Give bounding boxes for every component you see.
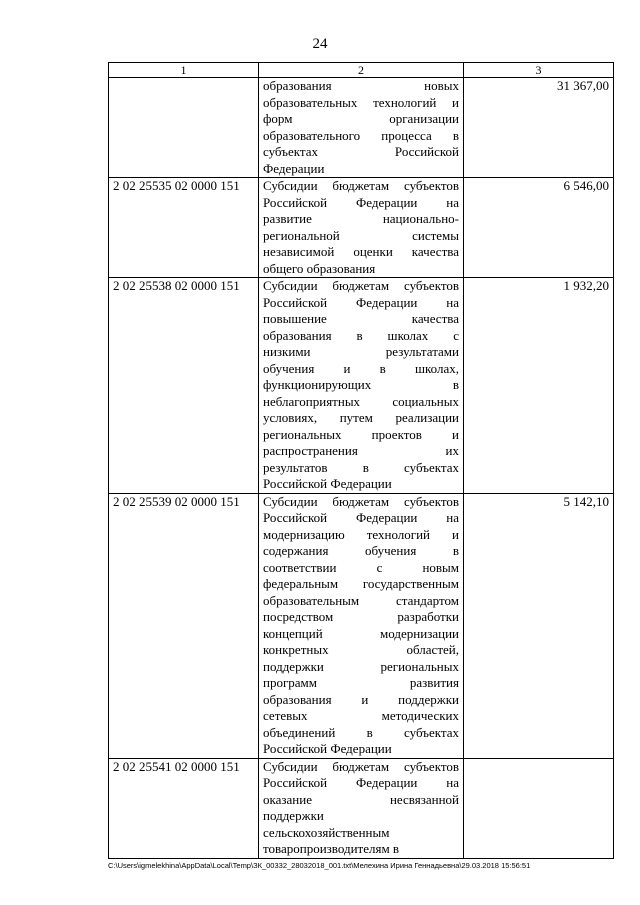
description-line: региональных проектов и	[263, 426, 459, 442]
table-row	[109, 78, 614, 178]
description-line: форм организации	[263, 111, 459, 126]
description-line: товаропроизводителям в	[263, 841, 400, 856]
description-line: Субсидии бюджетам субъектов	[263, 178, 459, 193]
table-row	[109, 178, 614, 278]
table-row	[109, 493, 614, 758]
description-line: независимой оценки качества	[263, 244, 459, 259]
table-row	[109, 758, 614, 858]
table-header-row	[109, 63, 614, 78]
description-line: сетевых методических	[263, 708, 459, 723]
description-cell	[259, 758, 464, 858]
description-line: оказание несвязанной	[263, 791, 459, 807]
description-line: объединений в субъектах	[263, 724, 459, 740]
amount-cell: 5 142,10	[464, 493, 614, 758]
description-line: образовательным стандартом	[263, 592, 459, 608]
column-header-1: 1	[109, 63, 259, 78]
description-line: развитие национально-	[263, 211, 459, 226]
description-line: модернизацию технологий и	[263, 526, 459, 542]
description-line: сельскохозяйственным	[263, 824, 390, 840]
description-line: функционирующих в	[263, 377, 459, 392]
description-line: образования в школах с	[263, 327, 459, 343]
amount-cell: 1 932,20	[464, 278, 614, 494]
description-line: распространения их	[263, 443, 459, 458]
column-header-2: 2	[259, 63, 464, 78]
amount-cell: 31 367,00	[464, 78, 614, 178]
budget-code-cell: 2 02 25538 02 0000 151	[109, 278, 259, 494]
description-line: низкими результатами	[263, 344, 459, 359]
description-line: конкретных областей,	[263, 642, 459, 657]
description-line: Федерации	[263, 160, 325, 176]
description-line: обучения и в школах,	[263, 360, 459, 376]
description-line: концепций модернизации	[263, 625, 459, 641]
description-line: образовательного процесса в	[263, 127, 459, 143]
description-line: Российской Федерации на	[263, 294, 459, 310]
description-line: региональной системы	[263, 227, 459, 243]
budget-code-cell	[109, 78, 259, 178]
description-line: условиях, путем реализации	[263, 410, 459, 425]
description-line: Российской Федерации	[263, 741, 392, 756]
description-line: Российской Федерации на	[263, 775, 459, 790]
description-line: Российской Федерации на	[263, 194, 459, 210]
description-line: образования и поддержки	[263, 691, 459, 707]
budget-code-cell: 2 02 25541 02 0000 151	[109, 758, 259, 858]
table-row	[109, 278, 614, 494]
footer-file-path: C:\Users\igmelekhina\AppData\Local\Temp\ЗК_00332_28032018_001.txt\Мелехина Ирина Геннадьевна\29.03.2018 15:56:51	[108, 861, 531, 870]
description-line: образования новых	[263, 78, 459, 93]
description-line: общего образования	[263, 260, 376, 276]
description-line: Субсидии бюджетам субъектов	[263, 493, 459, 509]
description-line: результатов в субъектах	[263, 459, 459, 475]
amount-cell	[464, 758, 614, 858]
description-cell	[259, 278, 464, 494]
description-cell	[259, 78, 464, 178]
description-cell	[259, 493, 464, 758]
description-line: субъектах Российской	[263, 144, 459, 159]
description-line: посредством разработки	[263, 609, 459, 624]
budget-table	[108, 62, 614, 859]
description-line: Российской Федерации на	[263, 510, 459, 525]
description-line: программ развития	[263, 675, 459, 690]
description-line: неблагоприятных социальных	[263, 393, 459, 409]
description-line: поддержки	[263, 808, 324, 823]
page-number: 24	[312, 36, 328, 52]
amount-cell: 6 546,00	[464, 178, 614, 278]
description-cell	[259, 178, 464, 278]
description-line: поддержки региональных	[263, 658, 459, 674]
description-line: Российской Федерации	[263, 476, 392, 491]
description-line: образовательных технологий и	[263, 94, 459, 110]
description-line: федеральным государственным	[263, 576, 459, 591]
description-line: содержания обучения в	[263, 543, 459, 558]
budget-code-cell: 2 02 25539 02 0000 151	[109, 493, 259, 758]
description-line: повышение качества	[263, 311, 459, 326]
column-header-3: 3	[464, 63, 614, 78]
budget-code-cell: 2 02 25535 02 0000 151	[109, 178, 259, 278]
description-line: соответствии с новым	[263, 559, 459, 575]
description-line: Субсидии бюджетам субъектов	[263, 758, 459, 774]
description-line: Субсидии бюджетам субъектов	[263, 278, 459, 293]
